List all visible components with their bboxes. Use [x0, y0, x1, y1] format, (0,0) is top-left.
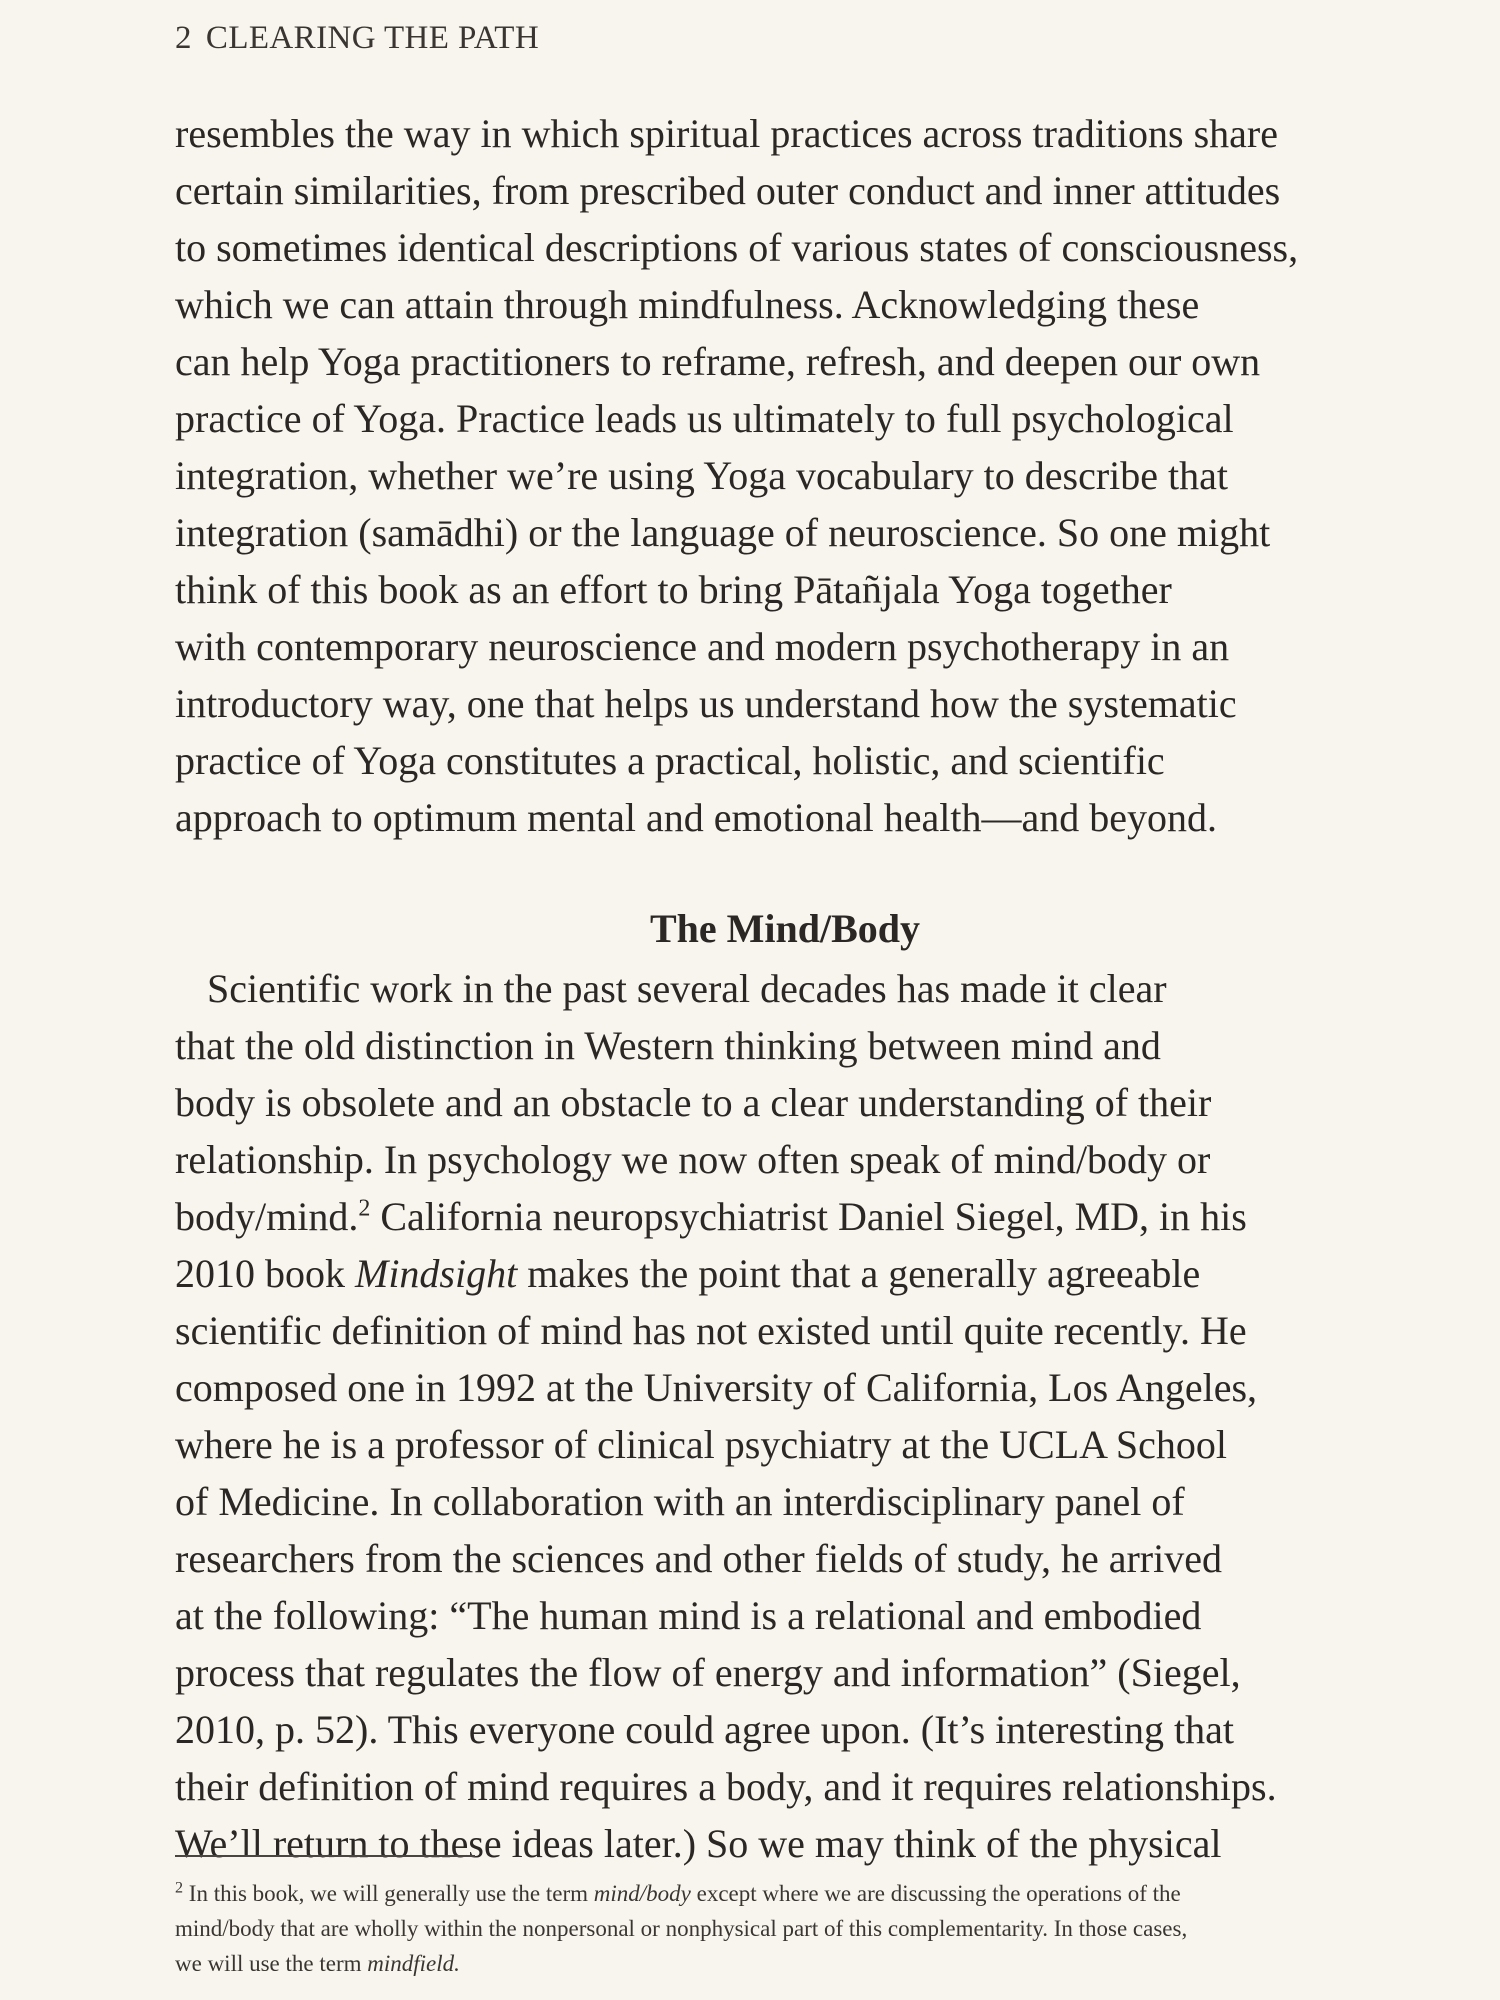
text-line: process that regulates the flow of energy and information” (Siegel, [175, 1650, 1241, 1695]
term-emphasis: mind/body [593, 1881, 691, 1906]
text-segment: except where we are discussing the operations of the [690, 1881, 1181, 1906]
text-line: researchers from the sciences and other fields of study, he arrived [175, 1536, 1222, 1581]
text-line: relationship. In psychology we now often speak of mind/body or [175, 1137, 1211, 1182]
text-line: We’ll return to these ideas later.) So we may think of the physical [175, 1821, 1222, 1866]
text-line: 2010, p. 52). This everyone could agree upon. (It’s interesting that [175, 1707, 1235, 1752]
running-title: CLEARING THE PATH [205, 20, 540, 56]
book-title: Mindsight [355, 1251, 518, 1296]
running-header [175, 20, 539, 57]
text-segment: makes the point that a generally agreeable [517, 1251, 1201, 1296]
footnote-line [175, 1881, 1181, 1907]
text-line: which we can attain through mindfulness. Acknowledging these [175, 282, 1200, 327]
text-segment: In this book, we will generally use the term [183, 1881, 594, 1906]
text-line: to sometimes identical descriptions of various states of consciousness, [175, 225, 1299, 270]
text-line: approach to optimum mental and emotional health—and beyond. [175, 795, 1217, 840]
text-line: that the old distinction in Western thinking between mind and [175, 1023, 1161, 1068]
text-line: integration, whether we’re using Yoga vocabulary to describe that [175, 453, 1229, 498]
text-line: with contemporary neuroscience and modern psychotherapy in an [175, 624, 1230, 669]
text-line: think of this book as an effort to bring Pātañjala Yoga together [175, 567, 1172, 612]
footnote-marker: 2 [175, 1879, 184, 1897]
footnote-reference: 2 [358, 1195, 371, 1222]
text-line: composed one in 1992 at the University of California, Los Angeles, [175, 1365, 1258, 1410]
text-line: Scientific work in the past several decades has made it clear [207, 966, 1167, 1011]
footnote-line: mind/body that are wholly within the nonpersonal or nonphysical part of this complementarity. In those cases, [175, 1916, 1188, 1941]
section-heading: The Mind/Body [649, 906, 921, 951]
text-segment: we will use the term [175, 1951, 368, 1976]
text-line: scientific definition of mind has not existed until quite recently. He [175, 1308, 1247, 1353]
text-line: certain similarities, from prescribed outer conduct and inner attitudes [175, 168, 1281, 213]
page-number: 2 [175, 20, 192, 56]
text-line: body is obsolete and an obstacle to a clear understanding of their [175, 1080, 1212, 1125]
text-line: can help Yoga practitioners to reframe, refresh, and deepen our own [175, 339, 1261, 384]
text-line: their definition of mind requires a body, and it requires relationships. [175, 1764, 1277, 1809]
footnote-divider [175, 1855, 475, 1857]
text-line: resembles the way in which spiritual practices across traditions share [175, 111, 1278, 156]
text-line: practice of Yoga. Practice leads us ultimately to full psychological [175, 396, 1234, 441]
text-line: integration (samādhi) or the language of neuroscience. So one might [175, 510, 1271, 555]
footnote-line [175, 1951, 460, 1977]
text-line: of Medicine. In collaboration with an interdisciplinary panel of [175, 1479, 1185, 1524]
text-segment: body/mind. [175, 1194, 359, 1239]
text-line: at the following: “The human mind is a relational and embodied [175, 1593, 1202, 1638]
term-emphasis: mindfield. [367, 1951, 460, 1976]
text-line [175, 1193, 1247, 1240]
text-line [175, 1250, 1200, 1297]
text-line: introductory way, one that helps us understand how the systematic [175, 681, 1237, 726]
text-line: where he is a professor of clinical psychiatry at the UCLA School [175, 1422, 1227, 1467]
text-line: practice of Yoga constitutes a practical, holistic, and scientific [175, 738, 1165, 783]
text-segment: California neuropsychiatrist Daniel Siegel, MD, in his [370, 1194, 1247, 1239]
text-segment: 2010 book [175, 1251, 355, 1296]
